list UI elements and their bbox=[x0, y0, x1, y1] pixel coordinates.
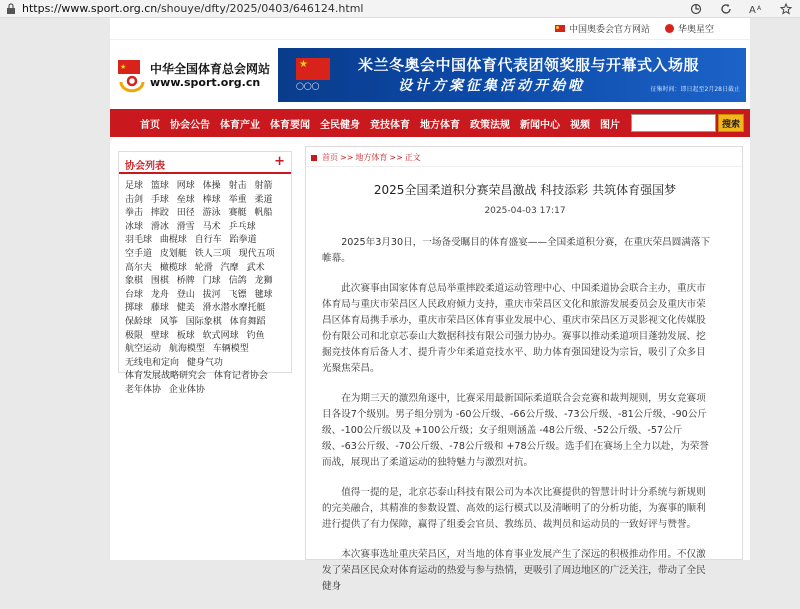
association-link[interactable]: 汽摩 bbox=[220, 262, 239, 273]
association-link[interactable]: 铁人三项 bbox=[194, 248, 231, 259]
association-link[interactable]: 摔跤 bbox=[150, 208, 169, 219]
association-link[interactable]: 体育发展战略研究会 bbox=[125, 371, 207, 382]
banner-title: 米兰冬奥会中国体育代表团领奖服与开幕式入场服 bbox=[358, 56, 700, 74]
association-link[interactable]: 轮滑 bbox=[194, 262, 213, 273]
url-path: /shouye/dfty/2025/0403/646124.html bbox=[157, 2, 364, 15]
association-link[interactable]: 游泳 bbox=[202, 208, 221, 219]
association-link[interactable]: 垒球 bbox=[176, 194, 195, 205]
association-link[interactable]: 围棋 bbox=[150, 276, 169, 287]
breadcrumb-separator: >> bbox=[340, 153, 354, 162]
association-link[interactable]: 登山 bbox=[176, 289, 195, 300]
olympic-rings-icon: ◯◯◯ bbox=[296, 82, 320, 90]
banner-subtitle: 设计方案征集活动开始啦 bbox=[398, 78, 585, 94]
nav-policy[interactable]: 政策法规 bbox=[470, 119, 510, 131]
breadcrumb-home[interactable]: 首页 bbox=[322, 153, 338, 162]
olympic-committee-link[interactable] bbox=[555, 22, 650, 35]
association-link[interactable]: 棒球 bbox=[202, 194, 221, 205]
browser-address-bar bbox=[0, 0, 800, 18]
svg-text:A: A bbox=[757, 5, 762, 12]
association-link[interactable]: 足球 bbox=[125, 181, 144, 191]
svg-text:A: A bbox=[749, 5, 756, 16]
article-paragraph: 2025年3月30日，一场备受瞩目的体育盛宴——全国柔道积分赛，在重庆荣昌圆满落下帷幕。 bbox=[322, 237, 711, 264]
nav-pictures[interactable]: 图片 bbox=[600, 119, 620, 131]
main-nav bbox=[110, 109, 750, 137]
association-link[interactable]: 龙狮 bbox=[254, 276, 273, 287]
nav-sports-industry[interactable]: 体育产业 bbox=[220, 119, 260, 131]
huaxia-label: 华奥星空 bbox=[678, 25, 715, 35]
site-logo[interactable] bbox=[118, 58, 271, 92]
nav-fitness[interactable]: 全民健身 bbox=[320, 119, 360, 131]
article-date: 2025-04-03 17:17 bbox=[484, 206, 566, 216]
acfsf-emblem-icon bbox=[118, 60, 146, 90]
olympic-committee-label: 中国奥委会官方网站 bbox=[569, 25, 651, 35]
nav-items bbox=[140, 109, 630, 137]
association-link[interactable]: 国际象棋 bbox=[185, 316, 222, 327]
banner-note: 征集时间：即日起至2月28日截止 bbox=[650, 86, 740, 93]
association-link[interactable]: 现代五项 bbox=[238, 248, 275, 259]
nav-home[interactable]: 首页 bbox=[140, 119, 160, 131]
association-list-panel bbox=[118, 151, 292, 395]
association-link[interactable]: 射箭 bbox=[254, 181, 273, 191]
association-link[interactable]: 体育记者协会 bbox=[213, 371, 268, 382]
logo-chinese-text: 中华全国体育总会网站 bbox=[150, 62, 271, 76]
association-link[interactable]: 武术 bbox=[246, 262, 265, 273]
association-link[interactable]: 保龄球 bbox=[125, 316, 153, 327]
association-link[interactable]: 马术 bbox=[202, 221, 221, 232]
association-link[interactable]: 健身气功 bbox=[186, 357, 223, 368]
banner-flag-icon bbox=[296, 58, 330, 80]
association-link[interactable]: 篮球 bbox=[150, 181, 169, 191]
association-link[interactable]: 航空运动 bbox=[125, 344, 162, 355]
association-link[interactable]: 健美 bbox=[176, 303, 195, 314]
association-link[interactable]: 企业体协 bbox=[168, 384, 205, 395]
svg-text:★: ★ bbox=[120, 63, 127, 71]
association-link[interactable]: 掷球 bbox=[125, 303, 144, 314]
association-link[interactable]: 航海模型 bbox=[168, 344, 205, 355]
association-link[interactable]: 皮划艇 bbox=[159, 248, 187, 259]
font-size-icon[interactable] bbox=[748, 1, 764, 17]
association-link[interactable]: 跆拳道 bbox=[229, 235, 257, 246]
association-link[interactable]: 钓鱼 bbox=[246, 330, 265, 341]
association-link[interactable]: 冰球 bbox=[125, 221, 144, 232]
association-link[interactable]: 高尔夫 bbox=[125, 262, 153, 273]
nav-video[interactable]: 视频 bbox=[570, 119, 590, 131]
refresh-icon[interactable] bbox=[718, 1, 734, 17]
expand-plus-icon[interactable]: + bbox=[274, 154, 285, 169]
association-link[interactable]: 桥牌 bbox=[176, 276, 195, 287]
breadcrumb-current: 正文 bbox=[404, 153, 421, 162]
association-link[interactable]: 龙舟 bbox=[150, 289, 169, 300]
association-link[interactable]: 门球 bbox=[202, 276, 221, 287]
breadcrumb-section[interactable]: 地方体育 bbox=[355, 153, 388, 162]
association-link[interactable]: 拔河 bbox=[202, 289, 221, 300]
article-paragraph: 本次赛事选址重庆荣昌区，对当地的体育事业发展产生了深远的积极推动作用。不仅激发了荣昌区民众对体育运动的热爱与参与热情，更吸引了周边地区的广泛关注，带动了全民健身 bbox=[322, 549, 706, 592]
association-link[interactable]: 击剑 bbox=[125, 194, 144, 205]
promo-banner[interactable] bbox=[278, 48, 746, 102]
favorite-star-icon[interactable] bbox=[778, 1, 794, 17]
logo-english-text: www.sport.org.cn bbox=[150, 76, 261, 89]
association-link[interactable]: 田径 bbox=[176, 208, 195, 219]
association-link[interactable]: 飞镖 bbox=[228, 289, 247, 300]
association-link[interactable]: 体操 bbox=[202, 181, 221, 191]
association-link[interactable]: 橄榄球 bbox=[159, 262, 187, 273]
association-link[interactable]: 乒乓球 bbox=[228, 221, 256, 232]
association-link[interactable]: 毽球 bbox=[254, 289, 273, 300]
association-link[interactable]: 羽毛球 bbox=[125, 235, 153, 246]
association-link[interactable]: 台球 bbox=[125, 289, 144, 300]
association-link[interactable]: 赛艇 bbox=[228, 208, 247, 219]
association-link[interactable]: 举重 bbox=[228, 194, 247, 205]
search-input[interactable] bbox=[631, 114, 716, 132]
article-panel bbox=[305, 146, 743, 592]
association-list-title: 协会列表 bbox=[125, 161, 165, 172]
association-link[interactable]: 柔道 bbox=[254, 194, 273, 205]
association-link[interactable]: 自行车 bbox=[194, 235, 222, 246]
article-title: 2025全国柔道积分赛荣昌激战 科技添彩 共筑体育强国梦 bbox=[373, 183, 677, 197]
association-link[interactable]: 空手道 bbox=[125, 248, 153, 259]
nav-local-sports[interactable]: 地方体育 bbox=[420, 119, 460, 131]
article-paragraph: 此次赛事由国家体育总局举重摔跤柔道运动管理中心、中国柔道协会联合主办，重庆市体育局与重庆市荣昌区人民政府倾力支持，重庆市荣昌区文化和旅游发展委员会及重庆市荣昌区体育局携手承办，重庆市荣昌区体育事业发展中心、重庆市荣昌区万灵影视文化传媒股份有限公司和北京芯泰山大数据科技有限公司强力协办。赛事以推动柔道项目蓬勃发展、挖掘竞技体育后备人才、提升青少年柔道竞技水平、助力体育强国建设为宗旨，吸引了众多目光聚焦荣昌。 bbox=[322, 283, 706, 374]
association-link[interactable]: 藤球 bbox=[150, 303, 169, 314]
browser-toolbar-icons bbox=[688, 1, 794, 17]
association-link[interactable]: 车辆模型 bbox=[212, 344, 249, 355]
association-link[interactable]: 手球 bbox=[150, 194, 169, 205]
nav-sports-news[interactable]: 体育要闻 bbox=[270, 119, 310, 131]
association-link[interactable]: 滑冰 bbox=[150, 221, 169, 232]
association-link[interactable]: 板球 bbox=[176, 330, 195, 341]
top-link-strip bbox=[110, 18, 750, 40]
breadcrumb-marker-icon bbox=[311, 155, 317, 161]
article-body bbox=[322, 235, 714, 609]
association-link[interactable]: 射击 bbox=[228, 181, 247, 191]
breadcrumb-divider bbox=[306, 166, 744, 167]
read-aloud-icon[interactable] bbox=[688, 1, 704, 17]
china-flag-icon bbox=[555, 25, 565, 32]
association-link[interactable]: 象棋 bbox=[125, 276, 144, 287]
site-header bbox=[110, 40, 750, 108]
search-button[interactable]: 搜索 bbox=[718, 114, 744, 132]
association-link[interactable]: 壁球 bbox=[150, 330, 169, 341]
association-link[interactable]: 信鸽 bbox=[228, 276, 247, 287]
association-link[interactable]: 极限 bbox=[125, 330, 144, 341]
association-link[interactable]: 拳击 bbox=[125, 208, 144, 219]
nav-competitive[interactable]: 竞技体育 bbox=[370, 119, 410, 131]
association-link[interactable]: 体育舞蹈 bbox=[229, 316, 266, 327]
association-link[interactable]: 网球 bbox=[176, 181, 195, 191]
url-host: https://www.sport.org.cn bbox=[22, 2, 158, 15]
association-link[interactable]: 滑水潜水摩托艇 bbox=[202, 303, 266, 314]
nav-news-center[interactable]: 新闻中心 bbox=[520, 119, 560, 131]
url-text[interactable] bbox=[22, 2, 363, 15]
association-link[interactable]: 帆船 bbox=[254, 208, 273, 219]
association-link[interactable]: 无线电和定向 bbox=[125, 357, 180, 368]
breadcrumb bbox=[311, 152, 421, 163]
lock-icon bbox=[6, 3, 16, 14]
site-page bbox=[110, 18, 750, 592]
huaxia-logo-icon bbox=[665, 24, 674, 33]
article-paragraph: 在为期三天的激烈角逐中，比赛采用最新国际柔道联合会竞赛和裁判规则，男女竞赛项目各设7个级别。男子组分别为 -60公斤级、-66公斤级、-73公斤级、-81公斤级、-90公斤级、-100公斤级以及 +100公斤级；女子组则涵盖 -48公斤级、-52公斤级、-57公斤级、-63公斤级、-70公斤级、-78公斤级和 +78公斤级。选手们在赛场上全力以赴，为荣誉而战，展现出了柔道运动的独特魅力与激烈对抗。 bbox=[322, 393, 709, 468]
association-link[interactable]: 风筝 bbox=[159, 316, 178, 327]
association-link[interactable]: 滑雪 bbox=[176, 221, 195, 232]
nav-announcements[interactable]: 协会公告 bbox=[170, 119, 210, 131]
association-links bbox=[125, 180, 289, 398]
breadcrumb-separator: >> bbox=[389, 153, 403, 162]
association-link[interactable]: 曲棍球 bbox=[159, 235, 187, 246]
huaxia-link[interactable] bbox=[665, 22, 714, 35]
association-list-header bbox=[119, 152, 291, 174]
association-link[interactable]: 老年体协 bbox=[125, 384, 162, 395]
association-link[interactable]: 软式网球 bbox=[202, 330, 239, 341]
article-paragraph: 值得一提的是，北京芯泰山科技有限公司为本次比赛提供的智慧计时计分系统与新规则的完美融合，其精准的参数设置、高效的运行模式以及清晰明了的分析功能，为赛事的顺利进行提供了有力保障，赢得了组委会官员、教练员、裁判员和运动员的一致好评与赞誉。 bbox=[322, 487, 706, 530]
